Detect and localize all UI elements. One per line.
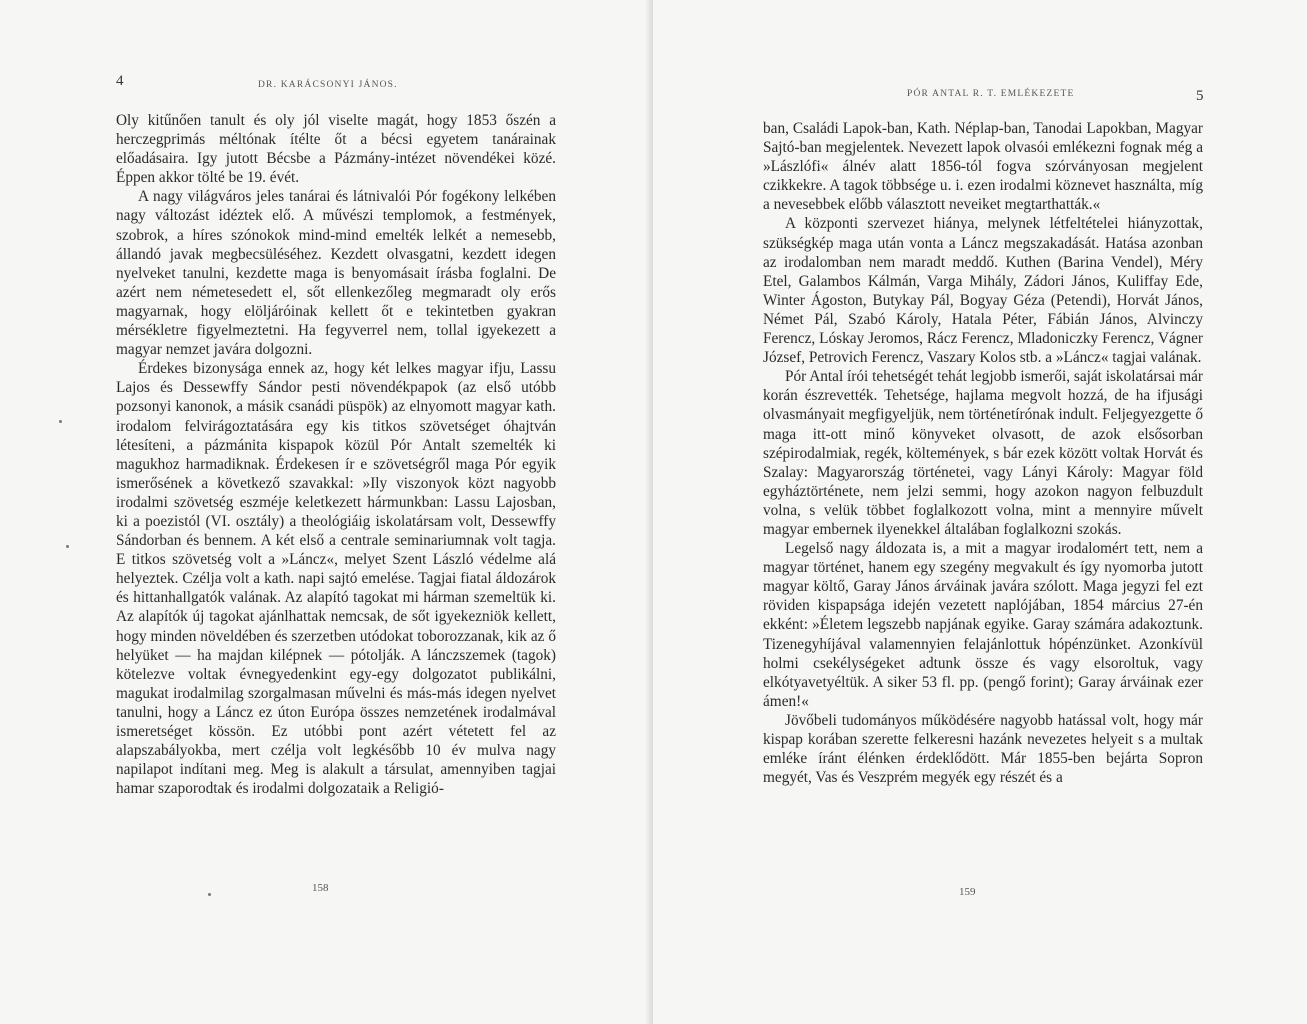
right-body-text xyxy=(763,119,1203,787)
running-head: PÓR ANTAL R. T. EMLÉKEZETE xyxy=(907,89,1075,99)
left-page xyxy=(0,0,653,1024)
paragraph: Érdekes bizonysága ennek az, hogy két lelkes magyar ifju, Lassu Lajos és Dessewffy Sándor pesti növendékpapok (az első utóbb pozsonyi kanonok, a másik csanádi püspök) az elnyomott magyar kath. irodalom felvirágoztatására egy kis titkos szövetséget óhajtván létesíteni, a pázmánita kispapok közül Pór Antalt szemelték ki magukhoz harmadiknak. Érdekesen ír e szövetségről maga Pór egyik ismerősének a következő szavakkal: »Ily viszonyok közt nagyobb irodalmi szövetség eszméje keletkezett hármunkban: Lassu Lajosban, ki a poezistól (VI. osztály) a theológiáig iskolatársam volt, Dessewffy Sándorban és bennem. A két első a centrale seminariumnak volt tagja. E titkos szövetség volt a »Láncz«, melyet Szent László védelme alá helyeztek. Czélja volt a kath. napi sajtó emelése. Tagjai fiatal áldozárok és hittanhallgatók valának. Az alapító tagokat mi hárman szemeltük ki. Az alapítók új tagokat ajánlhattak nemcsak, de sőt igyekezniök kellett, hogy minden növeldében és szerzetben utódokat toborozzanak, kik az ő helyüket — ha majdan kilépnek — pótolják. A lánczszemek (tagok) kötelezve voltak évnegyedenkint egy-egy dolgozatot publikálni, magukat irodalmilag szorgalmasan művelni és más-más idegen nyelvet tanulni, hogy a Láncz ez úton Európa összes nemzetének irodalmával ismeretséget kössön. Ez utóbbi pont azért vétetett fel az alapszabályokba, mert czélja volt legkésőbb 10 év mulva nagy napilapot indítani meg. Meg is alakult a társulat, amennyiben tagjai hamar szaporodtak és irodalmi dolgozataik a Religió- xyxy=(116,360,556,798)
right-page xyxy=(653,0,1307,1024)
folio-number: 159 xyxy=(959,886,976,898)
left-body-text xyxy=(116,111,556,798)
paragraph: Jövőbeli tudományos működésére nagyobb hatással volt, hogy már kispap korában szerette felkeresni hazánk nevezetes helyeit s a multak emléke íránt élénken érdeklődött. Már 1855-ben bejárta Sopron megyét, Vas és Veszprém megyék egy részét és a xyxy=(763,711,1203,787)
page-number: 5 xyxy=(1196,88,1204,104)
paper-speck xyxy=(59,420,62,423)
page-number: 4 xyxy=(116,73,124,89)
paper-speck xyxy=(66,545,69,548)
paragraph: A központi szervezet hiánya, melynek létfeltételei hiányzottak, szükségkép maga után vonta a Láncz megszakadását. Hatása azonban az irodalomban nem maradt meddő. Kuthen (Barina Vendel), Méry Etel, Galambos Kálmán, Varga Mihály, Zádori János, Kuliffay Ede, Winter Ágoston, Butykay Pál, Bogyay Géza (Petendi), Horvát János, Német Pál, Szabó Károly, Hatala Péter, Fábián János, Alvinczy Ferencz, Lóskay Jeromos, Rácz Ferencz, Mladoniczky Ferencz, Vágner József, Petrovich Ferencz, Vaszary Kolos stb. a »Láncz« tagjai valának. xyxy=(763,215,1203,367)
paragraph: Legelső nagy áldozata is, a mit a magyar irodalomért tett, nem a magyar történet, hanem egy szegény megvakult és így nyomorba jutott magyar költő, Garay János árváinak javára szólott. Maga jegyzi fel ezt röviden kispapsága idején vezetett naplójában, 1854 március 27-én ekként: »Életem legszebb napjának egyike. Garay számára adakoztunk. Tizenegyhíjával valamennyien felajánlottuk hópénzünket. Azonkívül holmi csekélységeket adtunk össze és vagy elsoroltuk, vagy elkótyavetyéltük. A siker 53 fl. pp. (pengő forint); Garay árváinak ezer ámen!« xyxy=(763,540,1203,710)
paper-speck xyxy=(208,893,211,896)
folio-number: 158 xyxy=(312,882,329,894)
paragraph: ban, Családi Lapok-ban, Kath. Néplap-ban, Tanodai Lapokban, Magyar Sajtó-ban megjelentek. Nevezett lapok olvasói emlékezni fognak még a »Lászlófi« álnév alatt 1856-tól fogva szórványosan megjelent czikkekre. A tagok többsége u. i. ezen irodalmi köznevet használta, míg a nevesebbek előbb választott neveiket megtarthatták.« xyxy=(763,120,1203,214)
running-head: DR. KARÁCSONYI JÁNOS. xyxy=(258,80,398,90)
paragraph: Pór Antal írói tehetségét tehát legjobb ismerői, saját iskolatársai már korán észrevették. Tehetsége, hajlama megvolt hozzá, de ha ifjusági olvasmányait megfigyeljük, nem történetírónak indult. Feljegyezgette ő maga itt-ott minő könyveket olvasott, de azok elsősorban szépirodalmiak, regék, költemények, s bár ezek között voltak Horvát és Szalay: Magyarország történetei, vagy Lányi Károly: Magyar föld egyháztörténete, nem jelzi semmi, hogy azokon nagyon felbuzdult volna, s velük többet foglalkozott volna, mint a mennyire művelt magyar embernek ilyenekkel általában foglalkozni szokás. xyxy=(763,368,1204,538)
paragraph: Oly kitűnően tanult és oly jól viselte magát, hogy 1853 őszén a herczegprimás méltónak ítélte őt a bécsi egyetem tanárainak előadásaira. Igy jutott Bécsbe a Pázmány-intézet növendékei közé. Éppen akkor tölté be 19. évét. xyxy=(116,112,556,187)
paragraph: A nagy világváros jeles tanárai és látnivalói Pór fogékony lelkében nagy változást idéztek elő. A művészi templomok, a festmények, szobrok, a híres szónokok mind-mind emelték lelkét a nemesebb, állandó javak megbecsüléséhez. Kezdett olvasgatni, kezdett idegen nyelveket tanulni, kezdette maga is benyomásait írásba foglalni. De azért nem németesedett el, sőt ellenkezőleg megmaradt oly erős magyarnak, hogy elöljáróinak kellett őt e tekintetben gyakran mérsékletre figyelmeztetni. Ha fegyverrel nem, tollal igyekezett a magyar nemzet javára dolgozni. xyxy=(116,188,556,359)
